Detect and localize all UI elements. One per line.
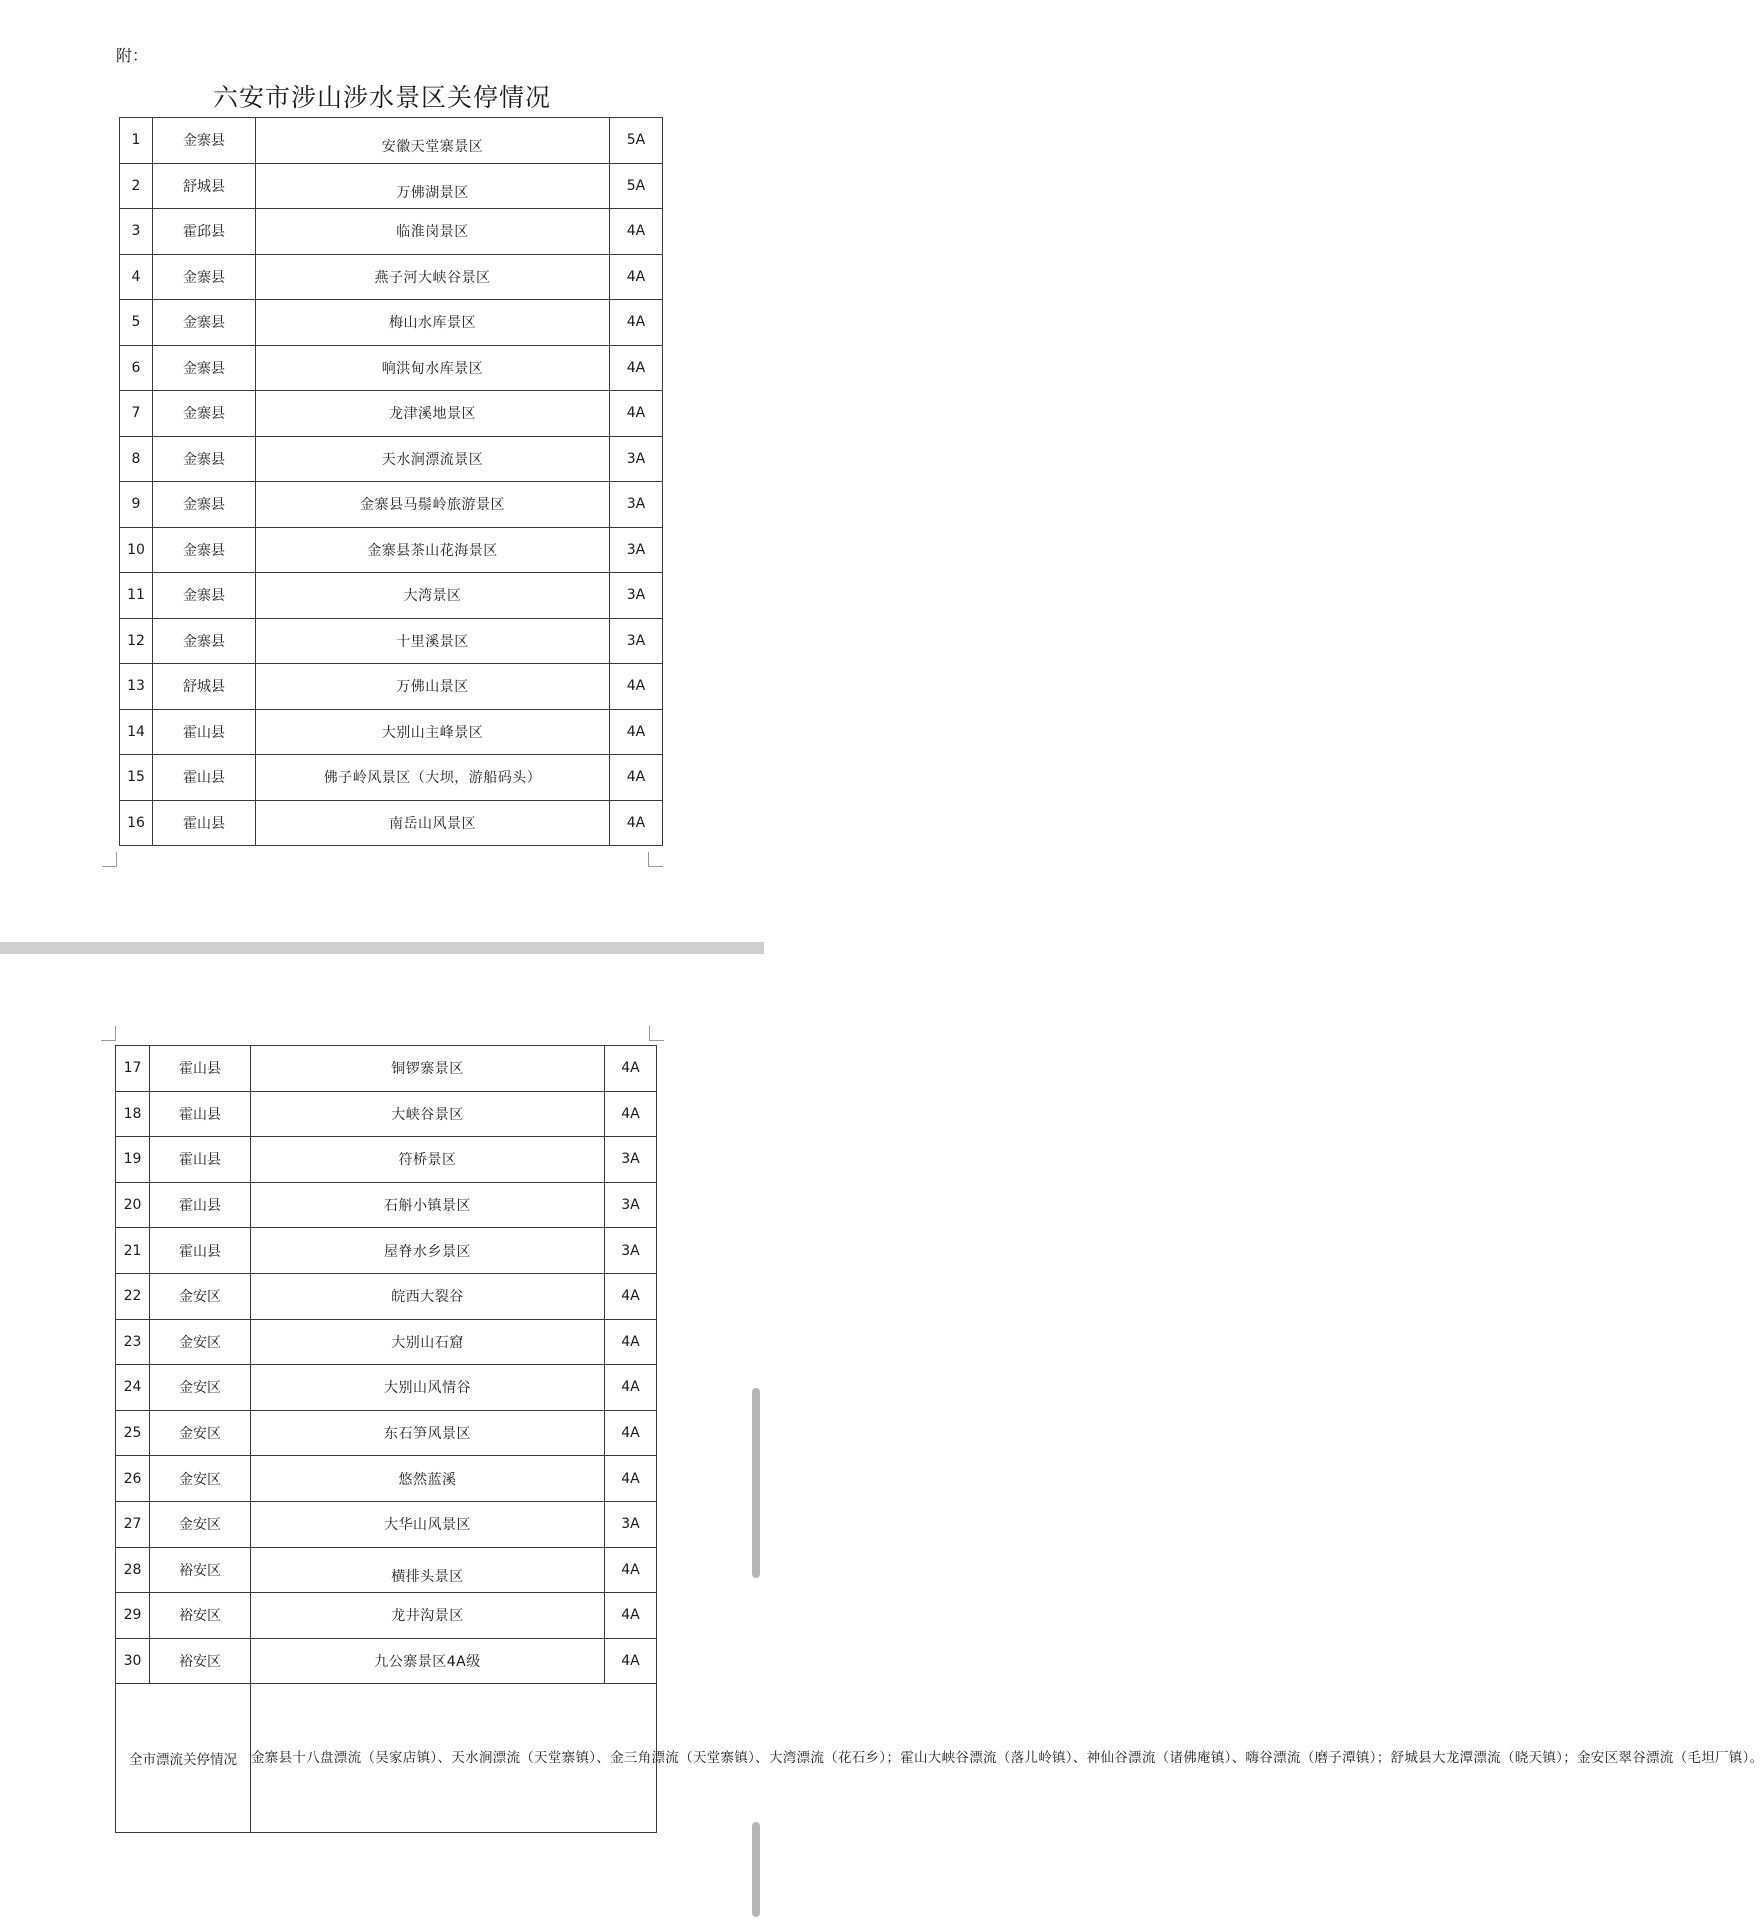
table-row [120,709,663,755]
county-cell: 裕安区 [150,1593,251,1639]
row-number: 16 [120,800,153,846]
attachment-label: 附： [116,46,149,65]
county-cell: 舒城县 [153,664,256,710]
scenic-area-name: 大峡谷景区 [251,1091,605,1137]
table-row [120,527,663,573]
table-row [120,664,663,710]
scenic-area-name: 皖西大裂谷 [251,1273,605,1319]
row-number: 28 [116,1547,150,1593]
page-corner-mark-bottom-right [648,852,663,867]
rafting-closure-label: 全市漂流关停情况 [116,1684,251,1833]
table-row [116,1456,657,1502]
county-cell: 金安区 [150,1273,251,1319]
scenic-area-name: 南岳山风景区 [256,800,610,846]
rating-level: 4A [605,1091,657,1137]
scenic-area-name: 金寨县马鬃岭旅游景区 [256,482,610,528]
rating-level: 3A [610,573,663,619]
table-row [116,1091,657,1137]
document-page-1 [0,0,764,942]
table-row [116,1137,657,1183]
rating-level: 4A [610,345,663,391]
scenic-area-name: 横排头景区 [251,1547,605,1593]
scenic-area-name: 天水涧漂流景区 [256,436,610,482]
county-cell: 裕安区 [150,1547,251,1593]
scenic-area-name: 铜锣寨景区 [251,1046,605,1092]
scenic-area-name: 临淮岗景区 [256,209,610,255]
table-row [116,1593,657,1639]
row-number: 9 [120,482,153,528]
county-cell: 霍山县 [150,1182,251,1228]
row-number: 4 [120,254,153,300]
rating-level: 4A [610,391,663,437]
rating-level: 4A [605,1593,657,1639]
row-number: 15 [120,755,153,801]
county-cell: 金寨县 [153,391,256,437]
rating-level: 4A [605,1273,657,1319]
scenic-area-name: 佛子岭风景区（大坝，游船码头） [256,755,610,801]
scenic-area-name: 石斛小镇景区 [251,1182,605,1228]
row-number: 14 [120,709,153,755]
row-number: 21 [116,1228,150,1274]
table-row [120,118,663,164]
table-row [120,755,663,801]
row-number: 22 [116,1273,150,1319]
county-cell: 金安区 [150,1319,251,1365]
county-cell: 金寨县 [153,482,256,528]
scenic-area-name: 大别山主峰景区 [256,709,610,755]
scenic-area-name: 十里溪景区 [256,618,610,664]
rating-level: 3A [605,1228,657,1274]
document-title: 六安市涉山涉水景区关停情况 [212,83,551,112]
scenic-area-name: 屋脊水乡景区 [251,1228,605,1274]
scenic-area-name: 符桥景区 [251,1137,605,1183]
county-cell: 金寨县 [153,118,256,164]
table-row [116,1365,657,1411]
page-corner-mark-bottom-left [102,852,117,867]
row-number: 7 [120,391,153,437]
table-row [116,1547,657,1593]
scrollbar-thumb[interactable] [752,1388,760,1578]
table-row [120,391,663,437]
rating-level: 3A [605,1501,657,1547]
row-number: 23 [116,1319,150,1365]
row-number: 13 [120,664,153,710]
table-row [120,254,663,300]
rating-level: 4A [610,800,663,846]
rating-level: 4A [605,1547,657,1593]
scenic-area-name: 大湾景区 [256,573,610,619]
scenic-area-name: 安徽天堂寨景区 [256,118,610,164]
row-number: 8 [120,436,153,482]
rating-level: 4A [605,1319,657,1365]
row-number: 18 [116,1091,150,1137]
table-row [120,618,663,664]
row-number: 11 [120,573,153,619]
county-cell: 裕安区 [150,1638,251,1684]
rating-level: 4A [605,1638,657,1684]
row-number: 5 [120,300,153,346]
rating-level: 3A [605,1182,657,1228]
scenic-area-name: 悠然蓝溪 [251,1456,605,1502]
rafting-closure-details: 金寨县十八盘漂流（吴家店镇）、天水涧漂流（天堂寨镇）、金三角漂流（天堂寨镇）、大湾漂流（花石乡）；霍山大峡谷漂流（落儿岭镇）、神仙谷漂流（诸佛庵镇）、嗨谷漂流（磨子潭镇）；舒城县大龙潭漂流（晓天镇）；金安区翠谷漂流（毛坦厂镇）。 [251,1684,657,1833]
row-number: 30 [116,1638,150,1684]
county-cell: 金寨县 [153,573,256,619]
table-row [120,436,663,482]
rafting-closure-row [116,1684,657,1833]
rating-level: 4A [610,254,663,300]
table-row [120,209,663,255]
scenic-area-name: 响洪甸水库景区 [256,345,610,391]
page-separator [0,942,764,954]
table-row [116,1501,657,1547]
county-cell: 舒城县 [153,163,256,209]
row-number: 20 [116,1182,150,1228]
rating-level: 4A [610,664,663,710]
scenic-area-name: 万佛山景区 [256,664,610,710]
table-row [116,1046,657,1092]
scenic-area-name: 燕子河大峡谷景区 [256,254,610,300]
county-cell: 霍山县 [153,755,256,801]
table-row [120,345,663,391]
county-cell: 金安区 [150,1365,251,1411]
county-cell: 金寨县 [153,254,256,300]
county-cell: 霍山县 [150,1046,251,1092]
rating-level: 4A [610,755,663,801]
table-row [116,1319,657,1365]
rating-level: 3A [605,1137,657,1183]
page-corner-mark-top-right [649,1026,664,1041]
rating-level: 3A [610,482,663,528]
county-cell: 霍山县 [150,1228,251,1274]
row-number: 12 [120,618,153,664]
table-row [120,573,663,619]
rating-level: 4A [605,1456,657,1502]
scenic-area-name: 梅山水库景区 [256,300,610,346]
county-cell: 金寨县 [153,300,256,346]
county-cell: 金寨县 [153,618,256,664]
table-row [120,163,663,209]
rating-level: 4A [605,1410,657,1456]
table-row [120,800,663,846]
rating-level: 4A [610,709,663,755]
table-row [116,1273,657,1319]
scenic-closure-table-part-2 [115,1045,1763,1833]
rating-level: 3A [610,527,663,573]
county-cell: 金寨县 [153,436,256,482]
county-cell: 霍山县 [150,1137,251,1183]
rating-level: 4A [605,1365,657,1411]
row-number: 27 [116,1501,150,1547]
row-number: 17 [116,1046,150,1092]
scenic-area-name: 龙津溪地景区 [256,391,610,437]
row-number: 6 [120,345,153,391]
scenic-area-name: 金寨县茶山花海景区 [256,527,610,573]
rating-level: 3A [610,618,663,664]
rating-level: 5A [610,118,663,164]
table-row [116,1182,657,1228]
row-number: 24 [116,1365,150,1411]
county-cell: 霍山县 [150,1091,251,1137]
row-number: 26 [116,1456,150,1502]
county-cell: 金安区 [150,1456,251,1502]
table-row [120,300,663,346]
county-cell: 金安区 [150,1501,251,1547]
row-number: 1 [120,118,153,164]
county-cell: 霍山县 [153,800,256,846]
county-cell: 金寨县 [153,527,256,573]
row-number: 19 [116,1137,150,1183]
scenic-closure-table-part-1 [119,117,663,846]
rating-level: 5A [610,163,663,209]
rating-level: 4A [610,300,663,346]
table-row [116,1638,657,1684]
scenic-area-name: 东石笋风景区 [251,1410,605,1456]
row-number: 29 [116,1593,150,1639]
table-row [116,1228,657,1274]
county-cell: 金寨县 [153,345,256,391]
page-corner-mark-top-left [101,1026,116,1041]
rating-level: 4A [610,209,663,255]
county-cell: 金安区 [150,1410,251,1456]
scenic-area-name: 大华山风景区 [251,1501,605,1547]
scenic-area-name: 九公寨景区4A级 [251,1638,605,1684]
scenic-area-name: 大别山风情谷 [251,1365,605,1411]
table-row [116,1410,657,1456]
county-cell: 霍山县 [153,709,256,755]
county-cell: 霍邱县 [153,209,256,255]
rating-level: 3A [610,436,663,482]
row-number: 10 [120,527,153,573]
row-number: 3 [120,209,153,255]
rating-level: 4A [605,1046,657,1092]
scenic-area-name: 龙井沟景区 [251,1593,605,1639]
row-number: 25 [116,1410,150,1456]
scrollbar-thumb-lower[interactable] [752,1822,760,1917]
row-number: 2 [120,163,153,209]
table-row [120,482,663,528]
scenic-area-name: 大别山石窟 [251,1319,605,1365]
scenic-area-name: 万佛湖景区 [256,163,610,209]
